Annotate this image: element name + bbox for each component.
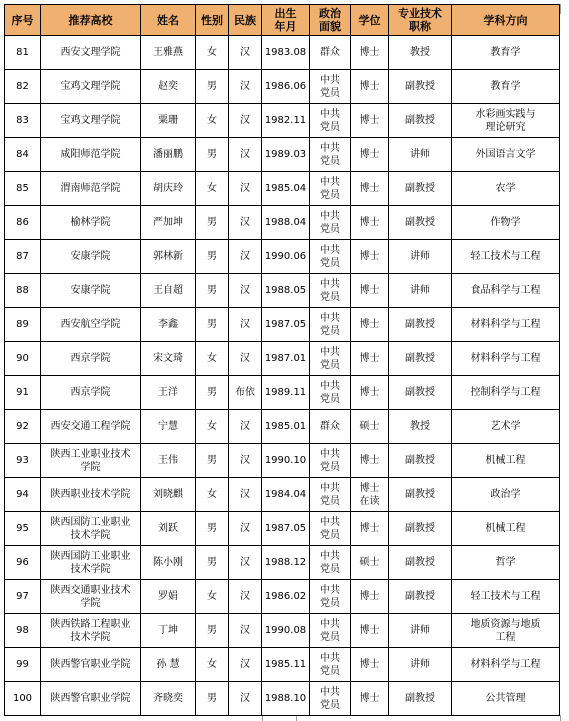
header-subject: 学科方向 xyxy=(452,5,560,36)
header-politics: 政治 面貌 xyxy=(310,5,351,36)
row-number-cell: 88 xyxy=(5,274,41,308)
degree-cell: 博士 xyxy=(351,36,389,70)
subject-field-cell: 公共管理 xyxy=(452,682,560,716)
row-number-cell: 99 xyxy=(5,648,41,682)
degree-cell: 硕士 xyxy=(351,546,389,580)
subject-field-cell: 艺术学 xyxy=(452,410,560,444)
person-name-cell: 赵奕 xyxy=(141,70,196,104)
birth-date-cell: 1987.05 xyxy=(262,308,310,342)
ethnicity-cell: 布依 xyxy=(229,376,262,410)
school-name-cell: 西京学院 xyxy=(41,376,141,410)
political-status-cell: 中共 党员 xyxy=(310,240,351,274)
subject-field-cell: 机械工程 xyxy=(452,512,560,546)
political-status-cell: 中共 党员 xyxy=(310,614,351,648)
table-row xyxy=(5,70,560,104)
gender-cell: 男 xyxy=(196,546,229,580)
ethnicity-cell: 汉 xyxy=(229,206,262,240)
subject-field-cell: 作物学 xyxy=(452,206,560,240)
ethnicity-cell: 汉 xyxy=(229,648,262,682)
gender-cell: 女 xyxy=(196,104,229,138)
birth-date-cell: 1990.06 xyxy=(262,240,310,274)
professional-title-cell: 讲师 xyxy=(389,240,452,274)
gender-cell: 女 xyxy=(196,410,229,444)
professional-title-cell: 副教授 xyxy=(389,512,452,546)
gender-cell: 女 xyxy=(196,478,229,512)
header-row xyxy=(5,5,560,36)
person-name-cell: 齐晓奕 xyxy=(141,682,196,716)
degree-cell: 硕士 xyxy=(351,410,389,444)
ethnicity-cell: 汉 xyxy=(229,240,262,274)
professional-title-cell: 副教授 xyxy=(389,342,452,376)
birth-date-cell: 1988.05 xyxy=(262,274,310,308)
professional-title-cell: 副教授 xyxy=(389,206,452,240)
ethnicity-cell: 汉 xyxy=(229,478,262,512)
row-number-cell: 85 xyxy=(5,172,41,206)
row-number-cell: 97 xyxy=(5,580,41,614)
table-row xyxy=(5,444,560,478)
row-number-cell: 96 xyxy=(5,546,41,580)
gender-cell: 男 xyxy=(196,70,229,104)
political-status-cell: 中共 党员 xyxy=(310,478,351,512)
table-row xyxy=(5,580,560,614)
table-row xyxy=(5,342,560,376)
professional-title-cell: 讲师 xyxy=(389,648,452,682)
birth-date-cell: 1990.08 xyxy=(262,614,310,648)
ethnicity-cell: 汉 xyxy=(229,512,262,546)
gender-cell: 男 xyxy=(196,614,229,648)
row-number-cell: 90 xyxy=(5,342,41,376)
person-name-cell: 潘丽鹏 xyxy=(141,138,196,172)
header-name: 姓名 xyxy=(141,5,196,36)
header-birth: 出生 年月 xyxy=(262,5,310,36)
person-name-cell: 粟珊 xyxy=(141,104,196,138)
gender-cell: 男 xyxy=(196,512,229,546)
political-status-cell: 中共 党员 xyxy=(310,512,351,546)
row-number-cell: 81 xyxy=(5,36,41,70)
degree-cell: 博士 xyxy=(351,614,389,648)
ethnicity-cell: 汉 xyxy=(229,36,262,70)
gender-cell: 男 xyxy=(196,444,229,478)
school-name-cell: 陕西警官职业学院 xyxy=(41,682,141,716)
person-name-cell: 郭林新 xyxy=(141,240,196,274)
birth-date-cell: 1987.05 xyxy=(262,512,310,546)
professional-title-cell: 教授 xyxy=(389,36,452,70)
table-row xyxy=(5,308,560,342)
ethnicity-cell: 汉 xyxy=(229,274,262,308)
subject-field-cell: 控制科学与工程 xyxy=(452,376,560,410)
ethnicity-cell: 汉 xyxy=(229,138,262,172)
row-number-cell: 89 xyxy=(5,308,41,342)
birth-date-cell: 1985.01 xyxy=(262,410,310,444)
gender-cell: 男 xyxy=(196,376,229,410)
birth-date-cell: 1982.11 xyxy=(262,104,310,138)
row-number-cell: 91 xyxy=(5,376,41,410)
person-name-cell: 王伟 xyxy=(141,444,196,478)
subject-field-cell: 轻工技术与工程 xyxy=(452,580,560,614)
degree-cell: 博士 xyxy=(351,240,389,274)
row-number-cell: 94 xyxy=(5,478,41,512)
header-gender: 性别 xyxy=(196,5,229,36)
row-number-cell: 84 xyxy=(5,138,41,172)
birth-date-cell: 1988.10 xyxy=(262,682,310,716)
birth-date-cell: 1986.02 xyxy=(262,580,310,614)
subject-field-cell: 政治学 xyxy=(452,478,560,512)
row-number-cell: 98 xyxy=(5,614,41,648)
birth-date-cell: 1984.04 xyxy=(262,478,310,512)
subject-field-cell: 农学 xyxy=(452,172,560,206)
ethnicity-cell: 汉 xyxy=(229,614,262,648)
row-number-cell: 92 xyxy=(5,410,41,444)
birth-date-cell: 1985.11 xyxy=(262,648,310,682)
political-status-cell: 中共 党员 xyxy=(310,274,351,308)
political-status-cell: 群众 xyxy=(310,36,351,70)
birth-date-cell: 1987.01 xyxy=(262,342,310,376)
person-name-cell: 严加坤 xyxy=(141,206,196,240)
school-name-cell: 榆林学院 xyxy=(41,206,141,240)
ethnicity-cell: 汉 xyxy=(229,546,262,580)
person-name-cell: 刘晓麒 xyxy=(141,478,196,512)
birth-date-cell: 1983.08 xyxy=(262,36,310,70)
page-corner-mark xyxy=(296,716,297,721)
subject-field-cell: 外国语言文学 xyxy=(452,138,560,172)
ethnicity-cell: 汉 xyxy=(229,444,262,478)
birth-date-cell: 1985.04 xyxy=(262,172,310,206)
subject-field-cell: 食品科学与工程 xyxy=(452,274,560,308)
gender-cell: 男 xyxy=(196,308,229,342)
political-status-cell: 中共 党员 xyxy=(310,546,351,580)
person-name-cell: 李鑫 xyxy=(141,308,196,342)
birth-date-cell: 1989.03 xyxy=(262,138,310,172)
subject-field-cell: 水彩画实践与 理论研究 xyxy=(452,104,560,138)
header-school: 推荐高校 xyxy=(41,5,141,36)
degree-cell: 博士 在读 xyxy=(351,478,389,512)
school-name-cell: 宝鸡文理学院 xyxy=(41,104,141,138)
page-corner-mark xyxy=(560,4,561,14)
degree-cell: 博士 xyxy=(351,308,389,342)
school-name-cell: 陕西工业职业技术 学院 xyxy=(41,444,141,478)
school-name-cell: 陕西国防工业职业 技术学院 xyxy=(41,546,141,580)
professional-title-cell: 副教授 xyxy=(389,172,452,206)
school-name-cell: 安康学院 xyxy=(41,274,141,308)
gender-cell: 男 xyxy=(196,138,229,172)
school-name-cell: 陕西国防工业职业 技术学院 xyxy=(41,512,141,546)
table-row xyxy=(5,682,560,716)
subject-field-cell: 材料科学与工程 xyxy=(452,648,560,682)
professional-title-cell: 副教授 xyxy=(389,70,452,104)
birth-date-cell: 1989.11 xyxy=(262,376,310,410)
degree-cell: 博士 xyxy=(351,342,389,376)
political-status-cell: 中共 党员 xyxy=(310,308,351,342)
degree-cell: 博士 xyxy=(351,274,389,308)
subject-field-cell: 哲学 xyxy=(452,546,560,580)
political-status-cell: 中共 党员 xyxy=(310,682,351,716)
political-status-cell: 中共 党员 xyxy=(310,580,351,614)
person-name-cell: 孙 慧 xyxy=(141,648,196,682)
row-number-cell: 100 xyxy=(5,682,41,716)
table-row xyxy=(5,138,560,172)
political-status-cell: 中共 党员 xyxy=(310,138,351,172)
table-row xyxy=(5,478,560,512)
school-name-cell: 西京学院 xyxy=(41,342,141,376)
professional-title-cell: 副教授 xyxy=(389,546,452,580)
subject-field-cell: 教育学 xyxy=(452,70,560,104)
birth-date-cell: 1988.12 xyxy=(262,546,310,580)
school-name-cell: 陕西职业技术学院 xyxy=(41,478,141,512)
row-number-cell: 82 xyxy=(5,70,41,104)
professional-title-cell: 讲师 xyxy=(389,614,452,648)
professional-title-cell: 教授 xyxy=(389,410,452,444)
person-name-cell: 胡庆玲 xyxy=(141,172,196,206)
table-row xyxy=(5,274,560,308)
gender-cell: 女 xyxy=(196,648,229,682)
school-name-cell: 咸阳师范学院 xyxy=(41,138,141,172)
school-name-cell: 安康学院 xyxy=(41,240,141,274)
political-status-cell: 群众 xyxy=(310,410,351,444)
degree-cell: 博士 xyxy=(351,648,389,682)
school-name-cell: 西安交通工程学院 xyxy=(41,410,141,444)
row-number-cell: 93 xyxy=(5,444,41,478)
professional-title-cell: 讲师 xyxy=(389,274,452,308)
political-status-cell: 中共 党员 xyxy=(310,104,351,138)
professional-title-cell: 讲师 xyxy=(389,138,452,172)
political-status-cell: 中共 党员 xyxy=(310,206,351,240)
subject-field-cell: 机械工程 xyxy=(452,444,560,478)
political-status-cell: 中共 党员 xyxy=(310,342,351,376)
header-degree: 学位 xyxy=(351,5,389,36)
political-status-cell: 中共 党员 xyxy=(310,648,351,682)
person-name-cell: 刘跃 xyxy=(141,512,196,546)
gender-cell: 女 xyxy=(196,172,229,206)
page-corner-mark xyxy=(560,715,561,721)
degree-cell: 博士 xyxy=(351,444,389,478)
gender-cell: 男 xyxy=(196,240,229,274)
person-name-cell: 王洋 xyxy=(141,376,196,410)
degree-cell: 博士 xyxy=(351,682,389,716)
school-name-cell: 渭南师范学院 xyxy=(41,172,141,206)
table-row xyxy=(5,376,560,410)
professional-title-cell: 副教授 xyxy=(389,580,452,614)
professional-title-cell: 副教授 xyxy=(389,308,452,342)
degree-cell: 博士 xyxy=(351,138,389,172)
school-name-cell: 陕西交通职业技术 学院 xyxy=(41,580,141,614)
gender-cell: 男 xyxy=(196,682,229,716)
row-number-cell: 95 xyxy=(5,512,41,546)
professional-title-cell: 副教授 xyxy=(389,682,452,716)
degree-cell: 博士 xyxy=(351,580,389,614)
subject-field-cell: 地质资源与地质 工程 xyxy=(452,614,560,648)
professional-title-cell: 副教授 xyxy=(389,104,452,138)
person-name-cell: 宋文琦 xyxy=(141,342,196,376)
table-row xyxy=(5,240,560,274)
birth-date-cell: 1988.04 xyxy=(262,206,310,240)
gender-cell: 女 xyxy=(196,342,229,376)
row-number-cell: 83 xyxy=(5,104,41,138)
row-number-cell: 86 xyxy=(5,206,41,240)
ethnicity-cell: 汉 xyxy=(229,308,262,342)
subject-field-cell: 教育学 xyxy=(452,36,560,70)
ethnicity-cell: 汉 xyxy=(229,172,262,206)
ethnicity-cell: 汉 xyxy=(229,580,262,614)
person-name-cell: 宁慧 xyxy=(141,410,196,444)
birth-date-cell: 1990.10 xyxy=(262,444,310,478)
subject-field-cell: 材料科学与工程 xyxy=(452,308,560,342)
table-row xyxy=(5,648,560,682)
degree-cell: 博士 xyxy=(351,70,389,104)
table-row xyxy=(5,172,560,206)
political-status-cell: 中共 党员 xyxy=(310,172,351,206)
school-name-cell: 西安航空学院 xyxy=(41,308,141,342)
degree-cell: 博士 xyxy=(351,206,389,240)
professional-title-cell: 副教授 xyxy=(389,444,452,478)
ethnicity-cell: 汉 xyxy=(229,70,262,104)
birth-date-cell: 1986.06 xyxy=(262,70,310,104)
political-status-cell: 中共 党员 xyxy=(310,70,351,104)
table-row xyxy=(5,36,560,70)
gender-cell: 女 xyxy=(196,36,229,70)
degree-cell: 博士 xyxy=(351,104,389,138)
degree-cell: 博士 xyxy=(351,512,389,546)
table-row xyxy=(5,614,560,648)
school-name-cell: 宝鸡文理学院 xyxy=(41,70,141,104)
political-status-cell: 中共 党员 xyxy=(310,376,351,410)
gender-cell: 女 xyxy=(196,580,229,614)
candidate-table xyxy=(4,4,560,716)
table-row xyxy=(5,104,560,138)
subject-field-cell: 材料科学与工程 xyxy=(452,342,560,376)
table-row xyxy=(5,512,560,546)
ethnicity-cell: 汉 xyxy=(229,682,262,716)
table-row xyxy=(5,410,560,444)
page-corner-mark xyxy=(262,716,263,721)
gender-cell: 男 xyxy=(196,206,229,240)
row-number-cell: 87 xyxy=(5,240,41,274)
header-title: 专业技术 职称 xyxy=(389,5,452,36)
subject-field-cell: 轻工技术与工程 xyxy=(452,240,560,274)
ethnicity-cell: 汉 xyxy=(229,342,262,376)
ethnicity-cell: 汉 xyxy=(229,104,262,138)
school-name-cell: 陕西铁路工程职业 技术学院 xyxy=(41,614,141,648)
ethnicity-cell: 汉 xyxy=(229,410,262,444)
political-status-cell: 中共 党员 xyxy=(310,444,351,478)
professional-title-cell: 副教授 xyxy=(389,478,452,512)
person-name-cell: 罗娟 xyxy=(141,580,196,614)
person-name-cell: 王雅燕 xyxy=(141,36,196,70)
table-row xyxy=(5,206,560,240)
person-name-cell: 陈小刚 xyxy=(141,546,196,580)
header-number: 序号 xyxy=(5,5,41,36)
gender-cell: 男 xyxy=(196,274,229,308)
professional-title-cell: 副教授 xyxy=(389,376,452,410)
table-row xyxy=(5,546,560,580)
degree-cell: 博士 xyxy=(351,376,389,410)
person-name-cell: 王自超 xyxy=(141,274,196,308)
header-ethnicity: 民族 xyxy=(229,5,262,36)
school-name-cell: 西安文理学院 xyxy=(41,36,141,70)
school-name-cell: 陕西警官职业学院 xyxy=(41,648,141,682)
person-name-cell: 丁坤 xyxy=(141,614,196,648)
degree-cell: 博士 xyxy=(351,172,389,206)
